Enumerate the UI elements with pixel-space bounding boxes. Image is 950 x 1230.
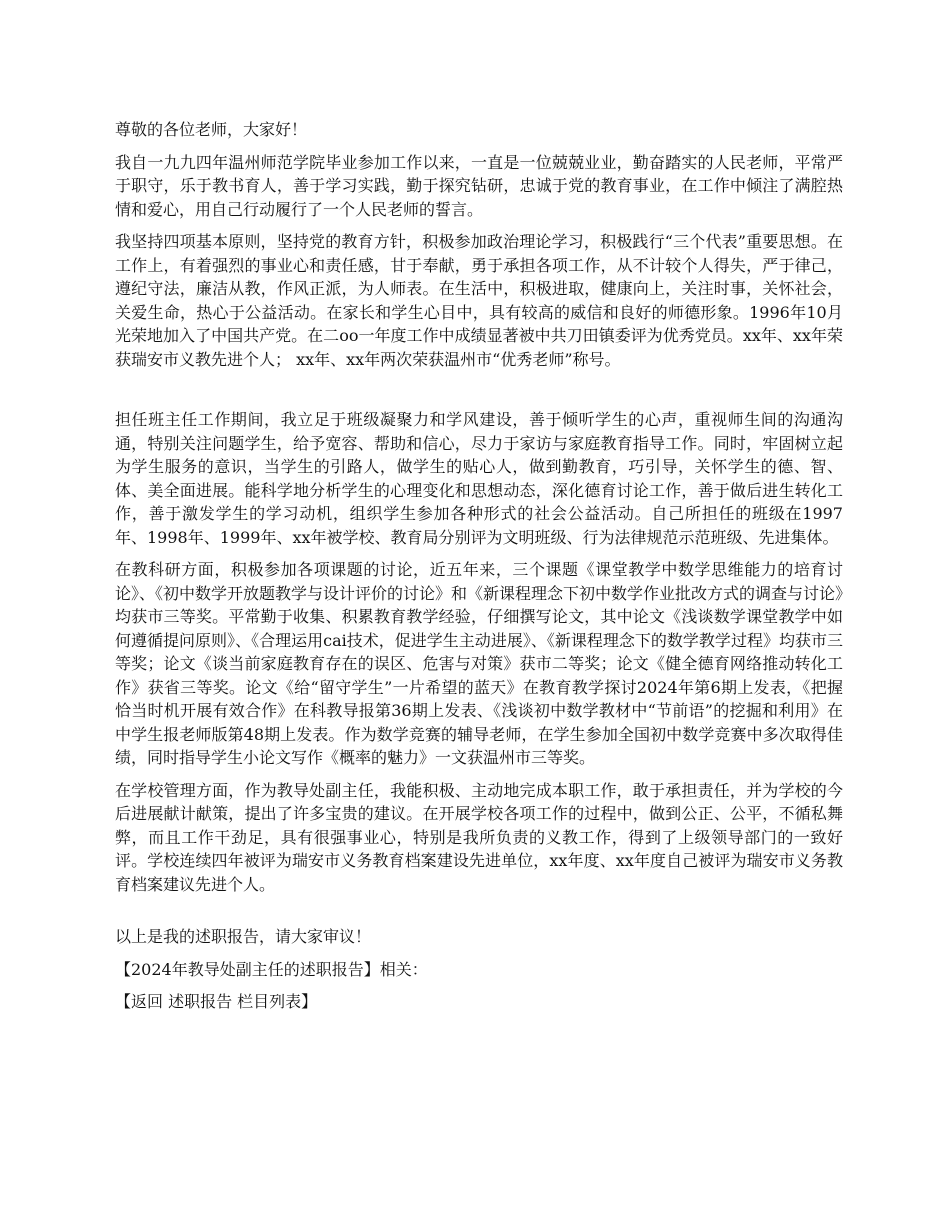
document-body [115,118,843,1023]
paragraph-research: 在教科研方面，积极参加各项课题的讨论，近五年来，三个课题《课堂教学中数学思维能力的培育讨论》、《初中数学开放题教学与设计评价的讨论》和《新课程理念下初中数学作业批改方式的调查与讨论》均获市三等奖。平常勤于收集、积累教育教学经验，仔细撰写论文，其中论文《浅谈数学课堂教学中如何遵循提问原则》、《合理运用cai技术，促进学生主动进展》、《新课程理念下的数学教学过程》均获市三等奖；论文《谈当前家庭教育存在的误区、危害与对策》获市二等奖；论文《健全德育网络推动转化工作》获省三等奖。论文《给“留守学生”一片希望的蓝天》在教育教学探讨2024年第6期上发表，《把握恰当时机开展有效合作》在科教导报第36期上发表、《浅谈初中数学教材中“节前语”的挖掘和利用》在中学生报老师版第48期上发表。作为数学竞赛的辅导老师，在学生参加全国初中数学竞赛中多次取得佳绩，同时指导学生小论文写作《概率的魅力》一文获温州市三等奖。 [115,560,844,767]
paragraph-intro: 我自一九九四年温州师范学院毕业参加工作以来，一直是一位兢兢业业，勤奋踏实的人民老师，平常严于职守，乐于教书育人，善于学习实践，勤于探究钻研，忠诚于党的教育事业，在工作中倾注了满腔热情和爱心，用自己行动履行了一个人民老师的誓言。 [115,152,843,219]
paragraph-management: 在学校管理方面，作为教导处副主任，我能积极、主动地完成本职工作，敢于承担责任，并为学校的今后进展献计献策，提出了许多宝贵的建议。在开展学校各项工作的过程中，做到公正、公平，不循私舞弊，而且工作干劲足，具有很强事业心，特别是我所负责的义教工作，得到了上级领导部门的一致好评。学校连续四年被评为瑞安市义务教育档案建设先进单位，xx年度、xx年度自己被评为瑞安市义务教育档案建议先进个人。 [115,780,843,894]
related-link[interactable]: 【2024年教导处副主任的述职报告】相关： [115,959,428,979]
greeting: 尊敬的各位老师，大家好！ [115,120,308,139]
paragraph-gap [115,380,843,408]
paragraph-gap [115,905,843,925]
back-to-list-link[interactable]: 【返回 述职报告 栏目列表】 [115,992,318,1011]
closing-line: 以上是我的述职报告，请大家审议！ [115,927,372,946]
paragraph-principles: 我坚持四项基本原则，坚持党的教育方针，积极参加政治理论学习，积极践行“三个代表”重要思想。在工作上，有着强烈的事业心和责任感，甘于奉献，勇于承担各项工作，从不计较个人得失，严于律己，遵纪守法，廉洁从教，作风正派，为人师表。在生活中，积极进取，健康向上，关注时事，关怀社会，关爱生命，热心于公益活动。在家长和学生心目中，具有较高的威信和良好的师德形象。1996年10月光荣地加入了中国共产党。在二oo一年度工作中成绩显著被中共刀田镇委评为优秀党员。xx年、xx年荣获瑞安市义教先进个人； xx年、xx年两次荣获温州市“优秀老师”称号。 [115,232,843,369]
paragraph-class-teacher: 担任班主任工作期间，我立足于班级凝聚力和学风建设，善于倾听学生的心声，重视师生间的沟通沟通，特别关注问题学生，给予宽容、帮助和信心，尽力于家访与家庭教育指导工作。同时，牢固树立起为学生服务的意识，当学生的引路人，做学生的贴心人，做到勤教育，巧引导，关怀学生的德、智、体、美全面进展。能科学地分析学生的心理变化和思想动态，深化德育讨论工作，善于做后进生转化工作，善于激发学生的学习动机，组织学生参加各种形式的社会公益活动。自己所担任的班级在1997年、1998年、1999年、xx年被学校、教育局分别评为文明班级、行为法律规范示范班级、先进集体。 [115,410,843,547]
